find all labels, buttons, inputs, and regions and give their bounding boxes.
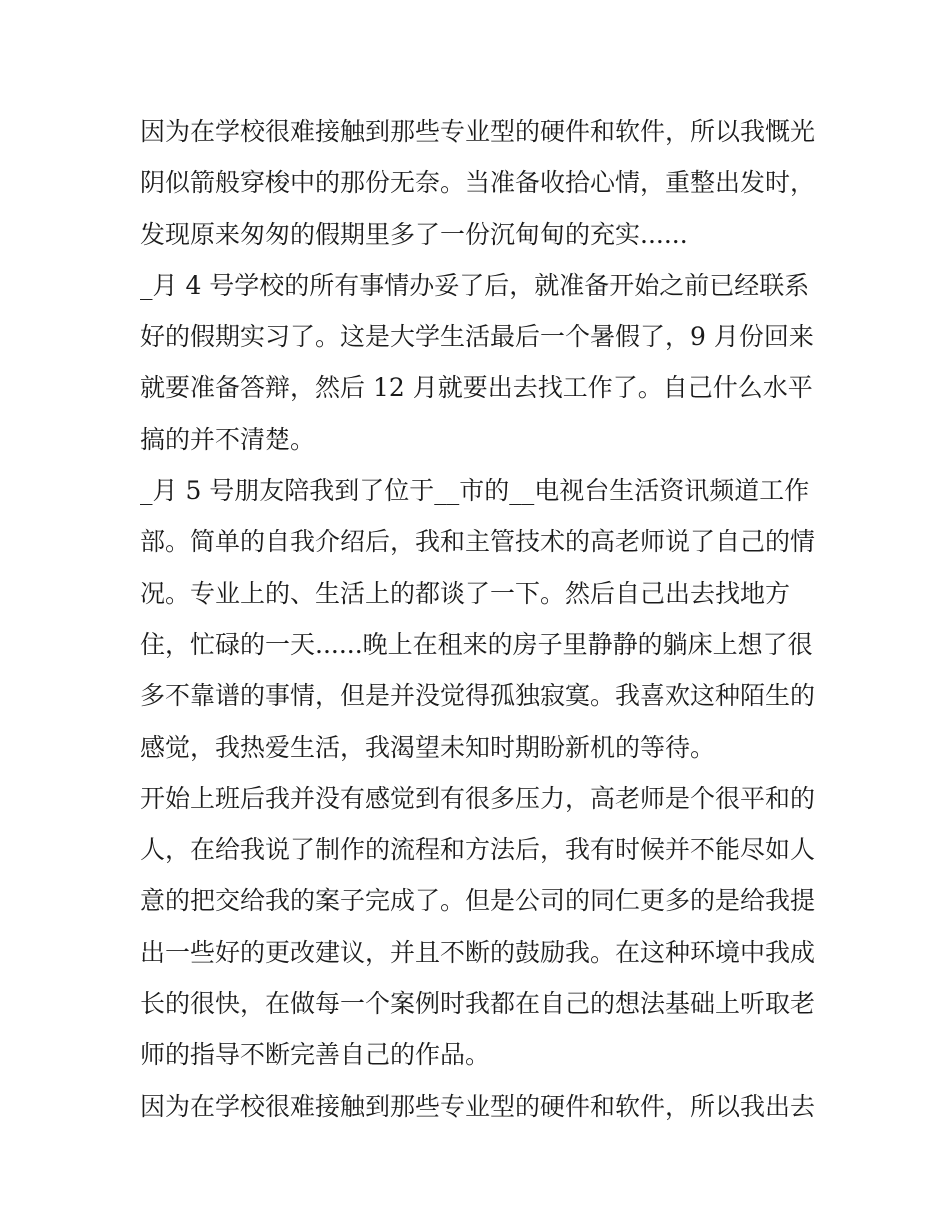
text-line: 意的把交给我的案子完成了。但是公司的同仁更多的是给我提 xyxy=(140,886,816,916)
text-line: 发现原来匆匆的假期里多了一份沉甸甸的充实...... xyxy=(140,219,688,249)
text-line: 就要准备答辩，然后 12 月就要出去找工作了。自己什么水平 xyxy=(140,373,813,403)
text-line: 师的指导不断完善自己的作品。 xyxy=(140,1040,491,1070)
text-line: 人，在给我说了制作的流程和方法后，我有时候并不能尽如人 xyxy=(140,835,816,865)
text-line: 因为在学校很难接触到那些专业型的硬件和软件，所以我出去 xyxy=(140,1091,816,1121)
text-line: 感觉，我热爱生活，我渴望未知时期盼新机的等待。 xyxy=(140,732,716,762)
text-line: 部。简单的自我介绍后，我和主管技术的高老师说了自己的情 xyxy=(140,527,816,557)
text-line: 多不靠谱的事情，但是并没觉得孤独寂寞。我喜欢这种陌生的 xyxy=(140,681,816,711)
text-line: 开始上班后我并没有感觉到有很多压力，高老师是个很平和的 xyxy=(140,783,816,813)
text-line: 好的假期实习了。这是大学生活最后一个暑假了，9 月份回来 xyxy=(140,322,814,352)
text-line: 住，忙碌的一天......晚上在租来的房子里静静的躺床上想了很 xyxy=(140,629,813,659)
text-line: 长的很快，在做每一个案例时我都在自己的想法基础上听取老 xyxy=(140,989,816,1019)
text-line: 因为在学校很难接触到那些专业型的硬件和软件，所以我慨光 xyxy=(140,117,816,146)
text-line: _月 4 号学校的所有事情办妥了后，就准备开始之前已经联系 xyxy=(140,270,810,300)
text-line: 搞的并不清楚。 xyxy=(140,424,316,454)
text-line: 况。专业上的、生活上的都谈了一下。然后自己出去找地方 xyxy=(140,578,791,608)
body-text xyxy=(140,106,820,1132)
text-line: _月 5 号朋友陪我到了位于__市的__电视台生活资讯频道工作 xyxy=(140,476,810,506)
text-line: 阴似箭般穿梭中的那份无奈。当准备收拾心情，重整出发时， xyxy=(140,168,816,198)
text-line: 出一些好的更改建议，并且不断的鼓励我。在这种环境中我成 xyxy=(140,937,816,967)
